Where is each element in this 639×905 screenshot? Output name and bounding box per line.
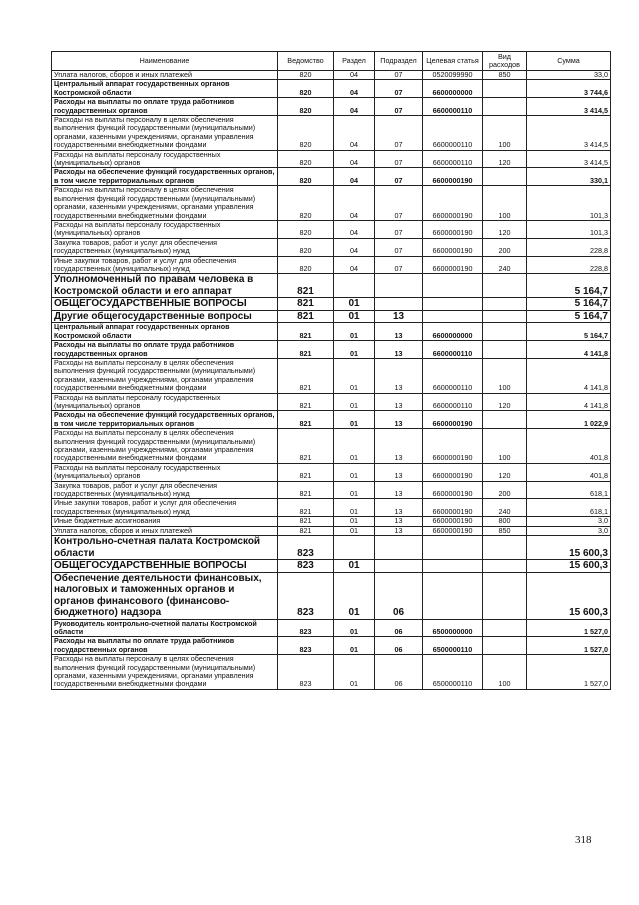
- cell-section: 01: [334, 298, 375, 311]
- cell-section: 01: [334, 393, 375, 411]
- cell-section: 01: [334, 517, 375, 526]
- cell-subsection: 06: [375, 572, 423, 619]
- cell-subsection: [375, 298, 423, 311]
- table-row: [52, 517, 611, 526]
- cell-department: 821: [278, 298, 334, 311]
- cell-target-item: 6600000190: [423, 526, 483, 535]
- table-row: [52, 220, 611, 238]
- cell-subsection: 13: [375, 411, 423, 429]
- cell-expense-type: [483, 411, 527, 429]
- cell-department: 820: [278, 150, 334, 168]
- cell-section: [334, 274, 375, 298]
- cell-name: Расходы на выплаты персоналу в целях обеспечения выполнения функций государственными (муниципальными) органами, казенными учреждениями, органами управления государственными внебюджетными фондами: [52, 186, 278, 221]
- header-department: Ведомство: [278, 52, 334, 71]
- cell-amount: 228,8: [527, 256, 611, 274]
- cell-expense-type: 100: [483, 429, 527, 464]
- cell-name: Уполномоченный по правам человека в Костромской области и его аппарат: [52, 274, 278, 298]
- cell-amount: 4 141,8: [527, 341, 611, 359]
- cell-expense-type: [483, 341, 527, 359]
- cell-name: Расходы на обеспечение функций государственных органов, в том числе территориальных органов: [52, 411, 278, 429]
- table-row: [52, 637, 611, 655]
- header-expense-type: Вид расходов: [483, 52, 527, 71]
- cell-expense-type: [483, 536, 527, 560]
- cell-subsection: 06: [375, 655, 423, 690]
- cell-target-item: 6600000110: [423, 341, 483, 359]
- cell-amount: 33,0: [527, 71, 611, 80]
- table-row: [52, 274, 611, 298]
- cell-section: 01: [334, 637, 375, 655]
- cell-name: Расходы на выплаты по оплате труда работников государственных органов: [52, 341, 278, 359]
- cell-expense-type: [483, 80, 527, 98]
- cell-name: Центральный аппарат государственных органов Костромской области: [52, 80, 278, 98]
- cell-subsection: 06: [375, 637, 423, 655]
- cell-amount: 3 744,6: [527, 80, 611, 98]
- cell-target-item: 6600000190: [423, 499, 483, 517]
- cell-section: [334, 536, 375, 560]
- cell-expense-type: [483, 274, 527, 298]
- table-row: [52, 186, 611, 221]
- cell-department: 821: [278, 411, 334, 429]
- table-row: [52, 256, 611, 274]
- table-row: [52, 463, 611, 481]
- cell-section: 04: [334, 98, 375, 116]
- cell-target-item: 0520099990: [423, 71, 483, 80]
- cell-target-item: 6600000110: [423, 116, 483, 151]
- cell-amount: 3,0: [527, 517, 611, 526]
- cell-section: 04: [334, 150, 375, 168]
- budget-table: [51, 51, 611, 690]
- cell-amount: 15 600,3: [527, 572, 611, 619]
- cell-amount: 228,8: [527, 238, 611, 256]
- cell-expense-type: 100: [483, 655, 527, 690]
- cell-name: Расходы на выплаты персоналу в целях обеспечения выполнения функций государственными (муниципальными) органами, казенными учреждениями, органами управления государственными внебюджетными фондами: [52, 358, 278, 393]
- cell-expense-type: 100: [483, 358, 527, 393]
- table-row: [52, 298, 611, 311]
- cell-subsection: 07: [375, 71, 423, 80]
- cell-amount: 3 414,5: [527, 116, 611, 151]
- cell-expense-type: [483, 323, 527, 341]
- cell-expense-type: 240: [483, 499, 527, 517]
- cell-subsection: 07: [375, 220, 423, 238]
- cell-department: 823: [278, 572, 334, 619]
- cell-amount: 3 414,5: [527, 98, 611, 116]
- cell-subsection: 07: [375, 116, 423, 151]
- table-row: [52, 619, 611, 637]
- cell-target-item: [423, 560, 483, 573]
- table-row: [52, 560, 611, 573]
- cell-department: 820: [278, 116, 334, 151]
- cell-target-item: 6600000110: [423, 150, 483, 168]
- cell-name: Расходы на выплаты персоналу в целях обеспечения выполнения функций государственными (муниципальными) органами, казенными учреждениями, органами управления государственными внебюджетными фондами: [52, 116, 278, 151]
- cell-target-item: 6500000000: [423, 619, 483, 637]
- cell-target-item: 6600000190: [423, 256, 483, 274]
- cell-name: Расходы на выплаты персоналу государственных (муниципальных) органов: [52, 220, 278, 238]
- cell-section: 01: [334, 481, 375, 499]
- cell-target-item: 6600000190: [423, 411, 483, 429]
- header-subsection: Подраздел: [375, 52, 423, 71]
- cell-section: 01: [334, 358, 375, 393]
- table-row: [52, 116, 611, 151]
- cell-section: 01: [334, 619, 375, 637]
- cell-amount: 401,8: [527, 463, 611, 481]
- table-row: [52, 358, 611, 393]
- cell-department: 821: [278, 274, 334, 298]
- cell-subsection: 13: [375, 517, 423, 526]
- cell-section: 01: [334, 499, 375, 517]
- cell-amount: 15 600,3: [527, 536, 611, 560]
- cell-subsection: 07: [375, 186, 423, 221]
- cell-name: Закупка товаров, работ и услуг для обеспечения государственных (муниципальных) нужд: [52, 238, 278, 256]
- cell-name: Расходы на выплаты по оплате труда работников государственных органов: [52, 637, 278, 655]
- cell-amount: 5 164,7: [527, 274, 611, 298]
- cell-subsection: 07: [375, 80, 423, 98]
- cell-target-item: [423, 310, 483, 323]
- cell-name: Уплата налогов, сборов и иных платежей: [52, 71, 278, 80]
- table-row: [52, 310, 611, 323]
- cell-section: 01: [334, 341, 375, 359]
- cell-subsection: [375, 536, 423, 560]
- cell-department: 821: [278, 310, 334, 323]
- table-header-row: [52, 52, 611, 71]
- cell-target-item: 6600000110: [423, 393, 483, 411]
- cell-subsection: 13: [375, 526, 423, 535]
- cell-expense-type: 100: [483, 116, 527, 151]
- cell-department: 823: [278, 560, 334, 573]
- cell-department: 821: [278, 499, 334, 517]
- cell-target-item: 6600000190: [423, 220, 483, 238]
- cell-section: 01: [334, 323, 375, 341]
- table-row: [52, 536, 611, 560]
- cell-section: 04: [334, 186, 375, 221]
- table-row: [52, 238, 611, 256]
- cell-name: Обеспечение деятельности финансовых, налоговых и таможенных органов и органов финансового (финансово-бюджетного) надзора: [52, 572, 278, 619]
- cell-subsection: [375, 560, 423, 573]
- cell-name: Расходы на выплаты персоналу государственных (муниципальных) органов: [52, 463, 278, 481]
- cell-amount: 1 527,0: [527, 637, 611, 655]
- cell-subsection: 13: [375, 429, 423, 464]
- cell-section: 04: [334, 116, 375, 151]
- header-section: Раздел: [334, 52, 375, 71]
- cell-amount: 5 164,7: [527, 323, 611, 341]
- cell-expense-type: [483, 98, 527, 116]
- cell-subsection: 06: [375, 619, 423, 637]
- cell-name: Расходы на выплаты персоналу государственных (муниципальных) органов: [52, 393, 278, 411]
- cell-subsection: 13: [375, 393, 423, 411]
- cell-name: Закупка товаров, работ и услуг для обеспечения государственных (муниципальных) нужд: [52, 481, 278, 499]
- table-row: [52, 150, 611, 168]
- cell-expense-type: 120: [483, 393, 527, 411]
- cell-section: 01: [334, 655, 375, 690]
- cell-target-item: 6500000110: [423, 637, 483, 655]
- cell-expense-type: 120: [483, 220, 527, 238]
- cell-amount: 101,3: [527, 220, 611, 238]
- cell-amount: 3,0: [527, 526, 611, 535]
- cell-section: 04: [334, 238, 375, 256]
- cell-expense-type: 120: [483, 150, 527, 168]
- cell-expense-type: [483, 298, 527, 311]
- cell-name: Расходы на выплаты персоналу в целях обеспечения выполнения функций государственными (муниципальными) органами, казенными учреждениями, органами управления государственными внебюджетными фондами: [52, 655, 278, 690]
- table-row: [52, 499, 611, 517]
- cell-name: Иные бюджетные ассигнования: [52, 517, 278, 526]
- cell-subsection: 13: [375, 310, 423, 323]
- cell-subsection: 13: [375, 358, 423, 393]
- cell-name: Расходы на выплаты персоналу в целях обеспечения выполнения функций государственными (муниципальными) органами, казенными учреждениями, органами управления государственными внебюджетными фондами: [52, 429, 278, 464]
- cell-target-item: 6600000190: [423, 517, 483, 526]
- table-row: [52, 411, 611, 429]
- cell-target-item: 6600000000: [423, 80, 483, 98]
- cell-target-item: 6600000190: [423, 463, 483, 481]
- header-target-item: Целевая статья: [423, 52, 483, 71]
- cell-section: 04: [334, 256, 375, 274]
- cell-name: Уплата налогов, сборов и иных платежей: [52, 526, 278, 535]
- cell-amount: 101,3: [527, 186, 611, 221]
- cell-target-item: [423, 536, 483, 560]
- table-row: [52, 429, 611, 464]
- cell-target-item: [423, 298, 483, 311]
- cell-name: ОБЩЕГОСУДАРСТВЕННЫЕ ВОПРОСЫ: [52, 560, 278, 573]
- cell-department: 820: [278, 186, 334, 221]
- cell-expense-type: [483, 168, 527, 186]
- cell-department: 823: [278, 619, 334, 637]
- cell-expense-type: 200: [483, 238, 527, 256]
- cell-amount: 3 414,5: [527, 150, 611, 168]
- cell-subsection: 13: [375, 481, 423, 499]
- table-row: [52, 168, 611, 186]
- cell-target-item: 6600000110: [423, 98, 483, 116]
- cell-target-item: 6600000190: [423, 429, 483, 464]
- table-row: [52, 572, 611, 619]
- table-row: [52, 481, 611, 499]
- cell-section: 01: [334, 429, 375, 464]
- cell-amount: 618,1: [527, 499, 611, 517]
- cell-target-item: 6600000110: [423, 358, 483, 393]
- cell-target-item: 6600000190: [423, 168, 483, 186]
- page-number: 318: [575, 834, 592, 846]
- cell-target-item: 6600000190: [423, 238, 483, 256]
- header-amount: Сумма: [527, 52, 611, 71]
- cell-name: Расходы на выплаты персоналу государственных (муниципальных) органов: [52, 150, 278, 168]
- cell-name: ОБЩЕГОСУДАРСТВЕННЫЕ ВОПРОСЫ: [52, 298, 278, 311]
- cell-expense-type: [483, 572, 527, 619]
- cell-section: 04: [334, 71, 375, 80]
- cell-section: 01: [334, 310, 375, 323]
- cell-target-item: 6600000190: [423, 186, 483, 221]
- cell-amount: 4 141,8: [527, 358, 611, 393]
- table-row: [52, 98, 611, 116]
- cell-department: 821: [278, 393, 334, 411]
- cell-target-item: [423, 274, 483, 298]
- table-row: [52, 341, 611, 359]
- cell-subsection: 07: [375, 256, 423, 274]
- cell-expense-type: [483, 619, 527, 637]
- cell-department: 821: [278, 517, 334, 526]
- cell-amount: 1 527,0: [527, 619, 611, 637]
- cell-expense-type: [483, 310, 527, 323]
- cell-expense-type: 850: [483, 71, 527, 80]
- cell-name: Руководитель контрольно-счетной палаты Костромской области: [52, 619, 278, 637]
- cell-department: 821: [278, 323, 334, 341]
- cell-department: 820: [278, 98, 334, 116]
- cell-expense-type: 200: [483, 481, 527, 499]
- cell-department: 820: [278, 168, 334, 186]
- cell-name: Расходы на выплаты по оплате труда работников государственных органов: [52, 98, 278, 116]
- cell-subsection: [375, 274, 423, 298]
- table-row: [52, 526, 611, 535]
- cell-expense-type: 800: [483, 517, 527, 526]
- cell-department: 821: [278, 358, 334, 393]
- cell-expense-type: 850: [483, 526, 527, 535]
- cell-name: Центральный аппарат государственных органов Костромской области: [52, 323, 278, 341]
- cell-amount: 401,8: [527, 429, 611, 464]
- cell-target-item: 6500000110: [423, 655, 483, 690]
- table-row: [52, 393, 611, 411]
- cell-department: 820: [278, 80, 334, 98]
- cell-name: Иные закупки товаров, работ и услуг для обеспечения государственных (муниципальных) нужд: [52, 499, 278, 517]
- cell-department: 821: [278, 341, 334, 359]
- cell-amount: 5 164,7: [527, 310, 611, 323]
- cell-department: 823: [278, 655, 334, 690]
- cell-section: 01: [334, 411, 375, 429]
- cell-amount: 5 164,7: [527, 298, 611, 311]
- cell-amount: 1 022,9: [527, 411, 611, 429]
- cell-name: Контрольно-счетная палата Костромской области: [52, 536, 278, 560]
- cell-name: Другие общегосударственные вопросы: [52, 310, 278, 323]
- cell-target-item: 6600000000: [423, 323, 483, 341]
- cell-subsection: 07: [375, 98, 423, 116]
- cell-amount: 618,1: [527, 481, 611, 499]
- cell-expense-type: [483, 560, 527, 573]
- cell-section: 04: [334, 80, 375, 98]
- cell-section: 01: [334, 463, 375, 481]
- cell-department: 820: [278, 71, 334, 80]
- cell-expense-type: 240: [483, 256, 527, 274]
- cell-department: 820: [278, 220, 334, 238]
- cell-section: 01: [334, 560, 375, 573]
- cell-section: 04: [334, 168, 375, 186]
- table-row: [52, 323, 611, 341]
- cell-amount: 15 600,3: [527, 560, 611, 573]
- cell-department: 821: [278, 526, 334, 535]
- cell-section: 01: [334, 572, 375, 619]
- cell-department: 820: [278, 256, 334, 274]
- cell-section: 01: [334, 526, 375, 535]
- cell-name: Иные закупки товаров, работ и услуг для обеспечения государственных (муниципальных) нужд: [52, 256, 278, 274]
- cell-amount: 4 141,8: [527, 393, 611, 411]
- cell-subsection: 13: [375, 341, 423, 359]
- cell-subsection: 13: [375, 499, 423, 517]
- table-row: [52, 655, 611, 690]
- cell-department: 821: [278, 481, 334, 499]
- cell-expense-type: [483, 637, 527, 655]
- cell-department: 821: [278, 429, 334, 464]
- cell-amount: 1 527,0: [527, 655, 611, 690]
- cell-amount: 330,1: [527, 168, 611, 186]
- cell-target-item: [423, 572, 483, 619]
- cell-department: 823: [278, 536, 334, 560]
- cell-department: 820: [278, 238, 334, 256]
- cell-subsection: 13: [375, 463, 423, 481]
- cell-subsection: 13: [375, 323, 423, 341]
- table-row: [52, 71, 611, 80]
- cell-subsection: 07: [375, 168, 423, 186]
- cell-name: Расходы на обеспечение функций государственных органов, в том числе территориальных органов: [52, 168, 278, 186]
- cell-expense-type: 100: [483, 186, 527, 221]
- cell-department: 821: [278, 463, 334, 481]
- table-row: [52, 80, 611, 98]
- cell-section: 04: [334, 220, 375, 238]
- cell-department: 823: [278, 637, 334, 655]
- cell-expense-type: 120: [483, 463, 527, 481]
- header-name: Наименование: [52, 52, 278, 71]
- cell-subsection: 07: [375, 238, 423, 256]
- cell-subsection: 07: [375, 150, 423, 168]
- cell-target-item: 6600000190: [423, 481, 483, 499]
